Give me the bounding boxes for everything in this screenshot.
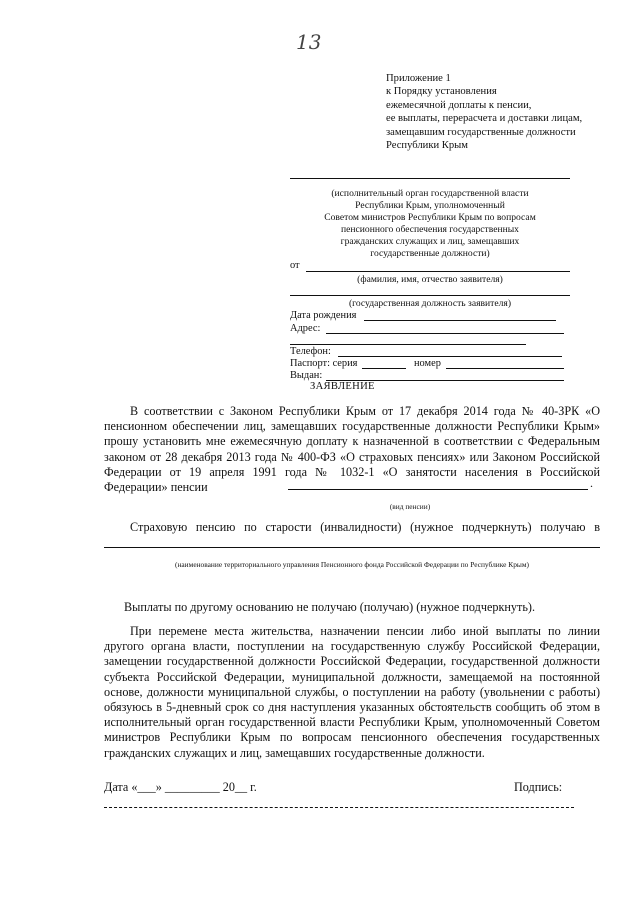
paragraph-request: В соответствии с Законом Республики Крым от 17 декабря 2014 года № 40-ЗРК «О пенсионном обеспечении лиц, замещавших государственные должности Республики Крым» прошу установить мне ежемесячную доплату к назначенной в соответствии с Федеральным законом от 28 декабря 2013 года № 400-ФЗ «О страховых пенсиях» или Законом Российской Федерации от 19 апреля 1991 года № 1032-1 «О занятости населения в Российской Федерации» пенсии bbox=[104, 404, 600, 495]
document-title: ЗАЯВЛЕНИЕ bbox=[310, 381, 375, 392]
recipient-caption: (исполнительный орган государственной власти Республики Крым, уполномоченный Советом министров Республики Крым по вопросам пенсионного обеспечения государственных гражданских служащих и лиц, замещавших государственные должности) bbox=[324, 188, 536, 259]
appendix-header bbox=[386, 72, 582, 152]
birth-field[interactable] bbox=[364, 320, 556, 321]
passport-series-field[interactable] bbox=[362, 368, 406, 369]
pfr-field[interactable] bbox=[104, 547, 600, 548]
position-field[interactable] bbox=[290, 295, 570, 296]
phone-label: Телефон: bbox=[290, 346, 331, 357]
phone-field[interactable] bbox=[338, 356, 562, 357]
address-field[interactable] bbox=[326, 333, 564, 334]
appendix-line: замещавшим государственные должности bbox=[386, 126, 576, 138]
issued-label: Выдан: bbox=[290, 370, 323, 381]
signature-label: Подпись: bbox=[514, 780, 563, 794]
fio-field[interactable] bbox=[306, 271, 570, 272]
address-label: Адрес: bbox=[290, 323, 321, 334]
pension-type-caption: (вид пенсии) bbox=[389, 502, 431, 511]
appendix-line: ежемесячной доплаты к пенсии, bbox=[386, 99, 532, 111]
appendix-line: ее выплаты, перерасчета и доставки лицам, bbox=[386, 113, 583, 125]
pension-type-field[interactable] bbox=[288, 489, 588, 490]
passport-series-label: Паспорт: серия bbox=[290, 358, 358, 369]
pfr-caption: (наименование территориального управления Пенсионного фонда Российской Федерации по Республике Крым) bbox=[174, 560, 530, 569]
address-field-2[interactable] bbox=[290, 344, 526, 345]
recipient-line[interactable] bbox=[290, 178, 570, 179]
appendix-line: к Порядку установления bbox=[386, 86, 497, 98]
appendix-line: Приложение 1 bbox=[386, 73, 451, 84]
position-caption: (государственная должность заявителя) bbox=[348, 298, 512, 309]
from-label: от bbox=[290, 260, 300, 271]
passport-number-field[interactable] bbox=[446, 368, 564, 369]
page-number: 13 bbox=[296, 30, 322, 54]
paragraph-other-payments: Выплаты по другому основанию не получаю (получаю) (нужное подчеркнуть). bbox=[124, 600, 536, 614]
appendix-line: Республики Крым bbox=[386, 140, 468, 152]
birth-label: Дата рождения bbox=[290, 310, 357, 321]
fio-caption: (фамилия, имя, отчество заявителя) bbox=[357, 274, 503, 285]
paragraph-obligation: При перемене места жительства, назначении пенсии либо иной выплаты по линии другого органа власти, поступлении на государственную службу Российской Федерации, замещении государственной должности Российской Федерации, государственной должности субъекта Российской Федерации, муниципальной должности, замещаемой на постоянной основе, должности муниципальной службы, о поступлении на работу (увольнении с работы) обязуюсь в 5-дневный срок со дня наступления указанных обстоятельств сообщить об этом в исполнительный орган государственной власти Республики Крым, уполномоченный Советом министров Республики Крым по вопросам пенсионного обеспечения государственных гражданских служащих и лиц, замещавших государственные должности. bbox=[104, 624, 600, 760]
date-field[interactable]: Дата «___» _________ 20__ г. bbox=[104, 780, 257, 794]
bottom-dashed-line bbox=[104, 807, 574, 808]
paragraph-insurance-pension: Страховую пенсию по старости (инвалидности) (нужное подчеркнуть) получаю в bbox=[130, 520, 600, 534]
passport-number-label: номер bbox=[414, 358, 441, 369]
